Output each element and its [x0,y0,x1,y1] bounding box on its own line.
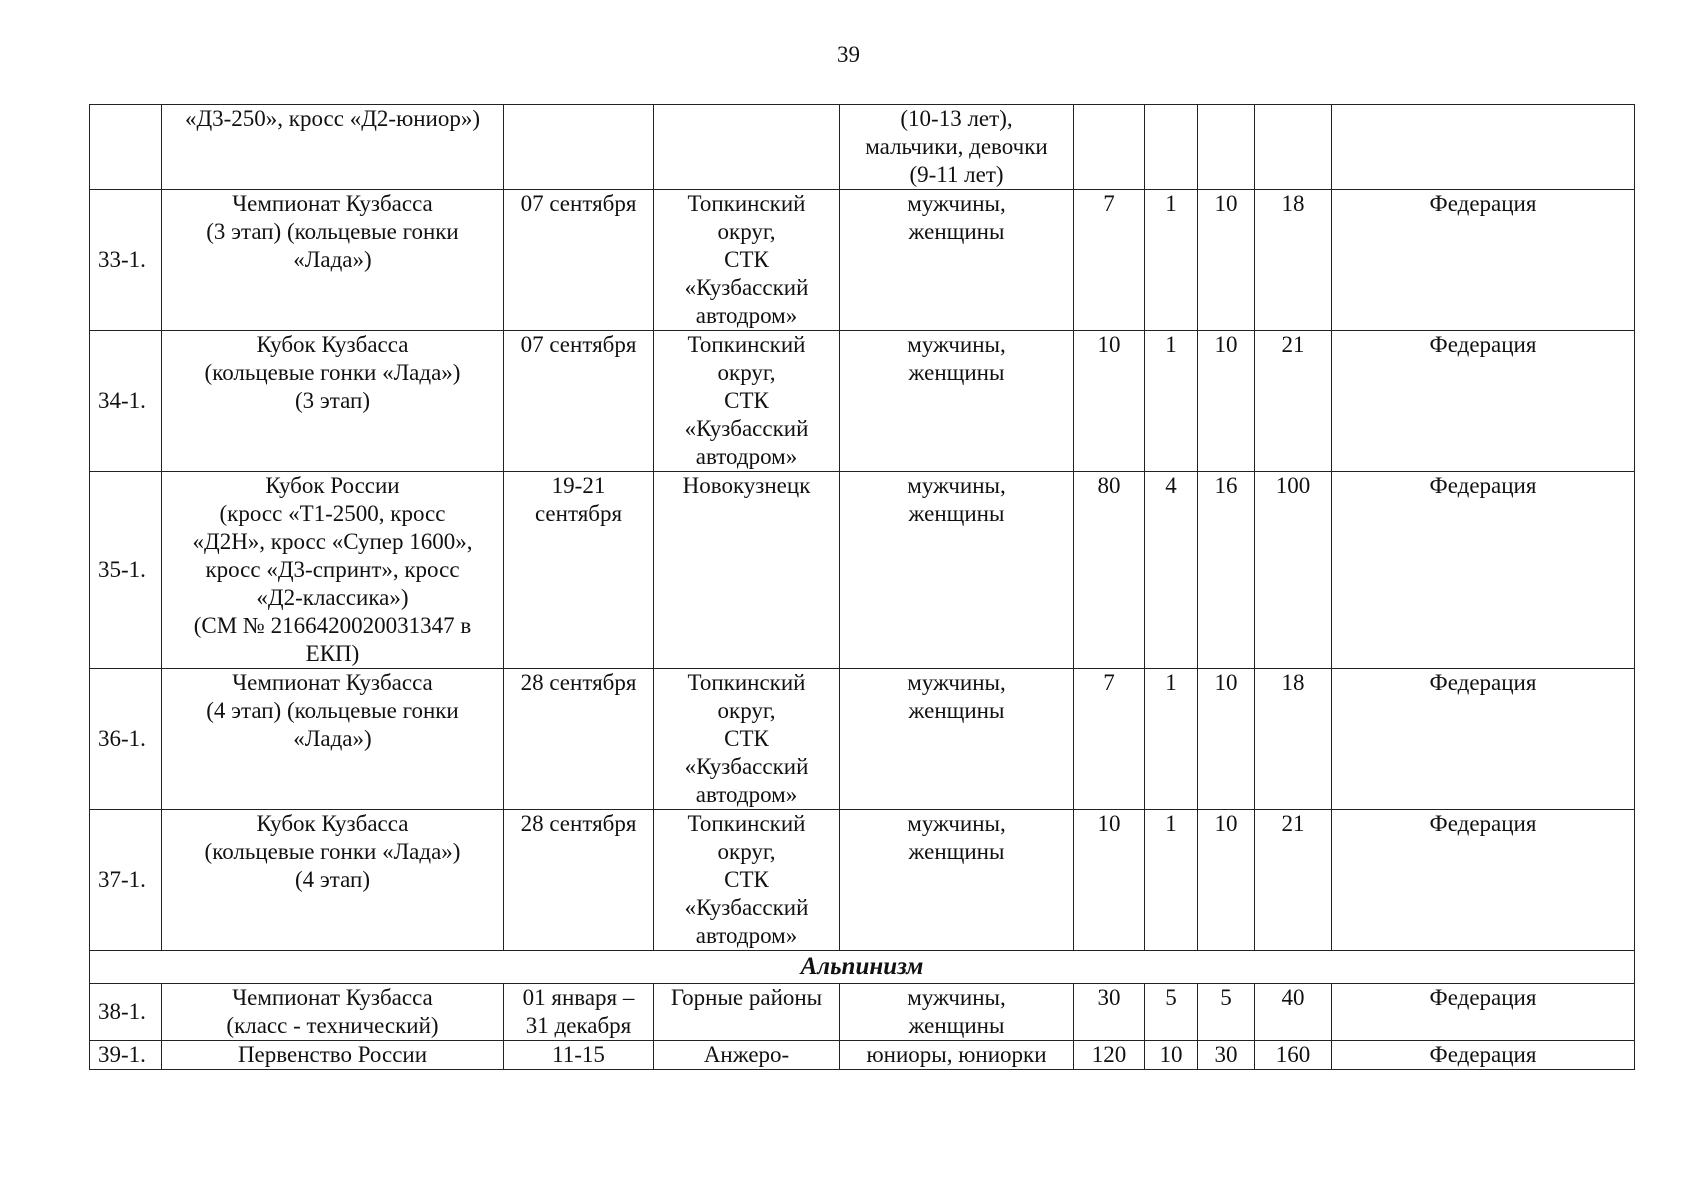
event-date-cell: 01 января – 31 декабря [504,984,654,1041]
event-date-cell: 11-15 [504,1041,654,1070]
count-1-cell: 10 [1074,331,1145,472]
event-name-cell: Чемпионат Кузбасса (3 этап) (кольцевые гонки «Лада») [162,190,504,331]
organizer-cell: Федерация [1332,190,1635,331]
table-row [90,1041,1635,1070]
event-name-cell: Первенство России [162,1041,504,1070]
event-place-cell: Топкинский округ, СТК «Кузбасский автодром» [654,810,840,951]
table-row [90,331,1635,472]
participants-cell: мужчины, женщины [840,810,1074,951]
event-place-cell: Топкинский округ, СТК «Кузбасский автодром» [654,331,840,472]
row-number-cell: 33-1. [90,190,162,331]
count-3-cell: 10 [1198,190,1255,331]
section-title: Альпинизм [90,951,1635,984]
count-1-cell [1074,105,1145,190]
section-header-row [90,951,1635,984]
count-1-cell: 7 [1074,669,1145,810]
count-2-cell [1145,105,1198,190]
event-name-cell: Чемпионат Кузбасса (4 этап) (кольцевые гонки «Лада») [162,669,504,810]
table-row [90,472,1635,669]
event-name-cell: Кубок Кузбасса (кольцевые гонки «Лада») (4 этап) [162,810,504,951]
table-row [90,190,1635,331]
count-total-cell: 100 [1255,472,1332,669]
event-place-cell: Топкинский округ, СТК «Кузбасский автодром» [654,669,840,810]
row-number-cell [90,105,162,190]
participants-cell: юниоры, юниорки [840,1041,1074,1070]
count-2-cell: 1 [1145,669,1198,810]
count-1-cell: 120 [1074,1041,1145,1070]
count-1-cell: 80 [1074,472,1145,669]
participants-cell: мужчины, женщины [840,984,1074,1041]
event-name-cell: «Д3-250», кросс «Д2-юниор») [162,105,504,190]
participants-cell: мужчины, женщины [840,190,1074,331]
row-number-cell: 38-1. [90,984,162,1041]
event-place-cell: Анжеро- [654,1041,840,1070]
count-total-cell [1255,105,1332,190]
count-2-cell: 4 [1145,472,1198,669]
event-place-cell: Новокузнецк [654,472,840,669]
count-1-cell: 7 [1074,190,1145,331]
count-2-cell: 1 [1145,810,1198,951]
organizer-cell: Федерация [1332,331,1635,472]
participants-cell: мужчины, женщины [840,331,1074,472]
participants-cell: мужчины, женщины [840,669,1074,810]
count-total-cell: 40 [1255,984,1332,1041]
event-name-cell: Кубок Кузбасса (кольцевые гонки «Лада») (3 этап) [162,331,504,472]
organizer-cell: Федерация [1332,984,1635,1041]
organizer-cell: Федерация [1332,472,1635,669]
row-number-cell: 34-1. [90,331,162,472]
count-2-cell: 1 [1145,190,1198,331]
count-total-cell: 21 [1255,810,1332,951]
count-3-cell: 10 [1198,810,1255,951]
event-date-cell: 19-21 сентября [504,472,654,669]
table-row [90,810,1635,951]
participants-cell: (10-13 лет), мальчики, девочки (9-11 лет) [840,105,1074,190]
events-table [89,104,1635,1070]
count-3-cell: 10 [1198,669,1255,810]
event-name-cell: Чемпионат Кузбасса (класс - технический) [162,984,504,1041]
participants-cell: мужчины, женщины [840,472,1074,669]
organizer-cell: Федерация [1332,1041,1635,1070]
count-3-cell [1198,105,1255,190]
organizer-cell [1332,105,1635,190]
event-date-cell [504,105,654,190]
event-date-cell: 07 сентября [504,190,654,331]
count-3-cell: 16 [1198,472,1255,669]
count-total-cell: 18 [1255,669,1332,810]
count-total-cell: 160 [1255,1041,1332,1070]
event-place-cell: Топкинский округ, СТК «Кузбасский автодром» [654,190,840,331]
count-total-cell: 18 [1255,190,1332,331]
row-number-cell: 37-1. [90,810,162,951]
row-number-cell: 35-1. [90,472,162,669]
organizer-cell: Федерация [1332,669,1635,810]
count-1-cell: 10 [1074,810,1145,951]
table-row [90,984,1635,1041]
count-2-cell: 10 [1145,1041,1198,1070]
event-date-cell: 28 сентября [504,810,654,951]
event-name-cell: Кубок России (кросс «Т1-2500, кросс «Д2Н», кросс «Супер 1600», кросс «Д3-спринт», кросс «Д2-классика») (СМ № 2166420020031347 в ЕКП) [162,472,504,669]
count-3-cell: 30 [1198,1041,1255,1070]
row-number-cell: 36-1. [90,669,162,810]
event-place-cell [654,105,840,190]
organizer-cell: Федерация [1332,810,1635,951]
row-number-cell: 39-1. [90,1041,162,1070]
count-3-cell: 5 [1198,984,1255,1041]
event-date-cell: 28 сентября [504,669,654,810]
page-number: 39 [837,42,860,67]
count-3-cell: 10 [1198,331,1255,472]
table-row [90,669,1635,810]
table-row [90,105,1635,190]
event-date-cell: 07 сентября [504,331,654,472]
count-total-cell: 21 [1255,331,1332,472]
event-place-cell: Горные районы [654,984,840,1041]
count-2-cell: 5 [1145,984,1198,1041]
count-2-cell: 1 [1145,331,1198,472]
count-1-cell: 30 [1074,984,1145,1041]
